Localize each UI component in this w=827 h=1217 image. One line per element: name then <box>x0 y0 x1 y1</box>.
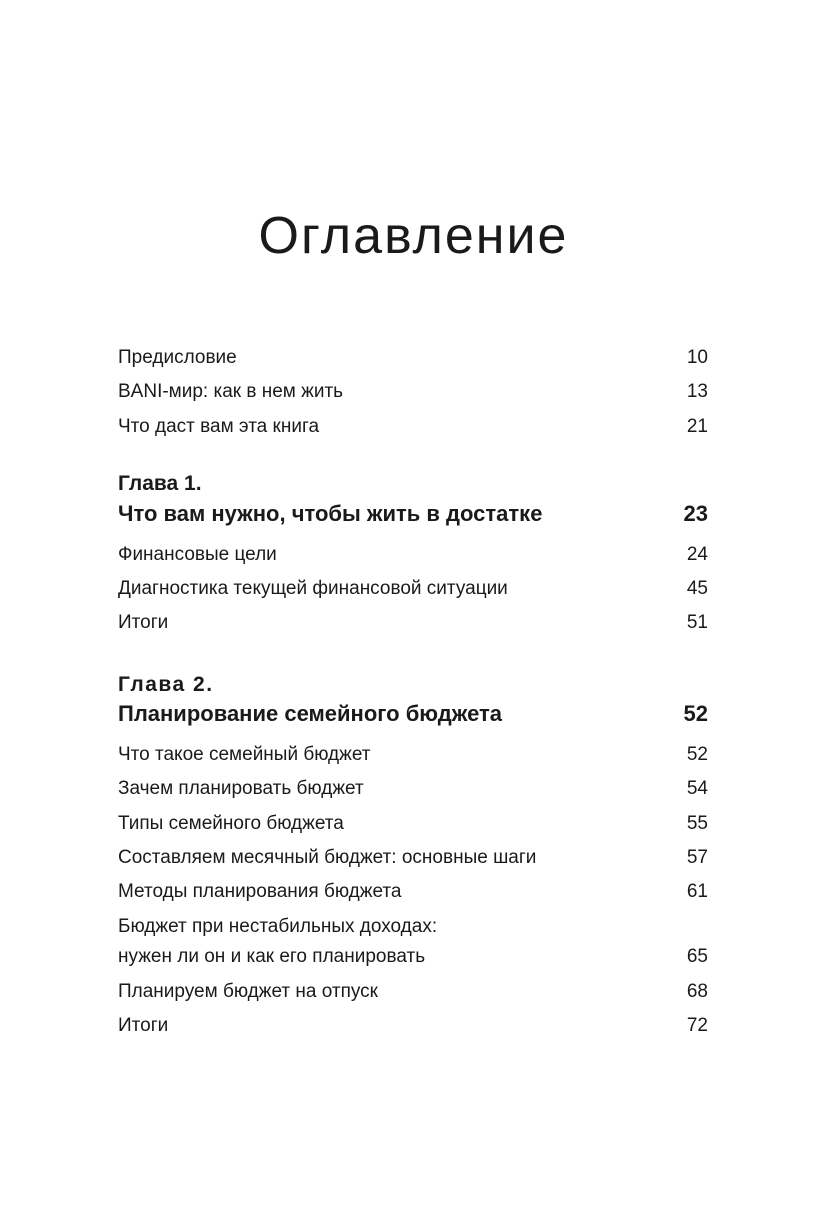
toc-entry-label: Итоги <box>118 1015 169 1036</box>
toc-entry-preface[interactable] <box>118 346 708 370</box>
chapter-1-heading: Глава 1. <box>118 472 202 495</box>
toc-entry-summary-1[interactable] <box>118 611 708 635</box>
toc-entry-label: Итоги <box>118 612 169 633</box>
toc-entry-page: 10 <box>686 347 708 368</box>
toc-entry-page: 24 <box>686 544 708 565</box>
toc-entry-financial-goals[interactable] <box>118 543 708 567</box>
toc-entry-page: 72 <box>686 1015 708 1036</box>
chapter-2-title-entry[interactable] <box>118 699 708 729</box>
toc-entry-page: 21 <box>686 416 708 437</box>
toc-entry-page: 52 <box>686 744 708 765</box>
toc-entry-vacation-budget[interactable] <box>118 980 708 1004</box>
toc-entry-page: 61 <box>686 881 708 902</box>
toc-entry-label: Зачем планировать бюджет <box>118 778 364 799</box>
toc-entry-label: нужен ли он и как его планировать <box>118 946 426 967</box>
toc-entry-why-plan[interactable] <box>118 777 708 801</box>
chapter-title-page: 23 <box>683 501 708 526</box>
toc-entry-label: Бюджет при нестабильных доходах: <box>118 916 438 937</box>
toc-entry-page: 57 <box>686 847 708 868</box>
toc-entry-what-is-budget[interactable] <box>118 743 708 767</box>
toc-entry-page: 45 <box>686 578 708 599</box>
toc-entry-monthly-budget[interactable] <box>118 846 708 870</box>
toc-entry-label: BANI-мир: как в нем жить <box>118 381 344 402</box>
toc-entry-label: Диагностика текущей финансовой ситуации <box>118 578 508 599</box>
toc-entry-diagnostics[interactable] <box>118 577 708 601</box>
chapter-title-label: Планирование семейного бюджета <box>118 701 503 726</box>
toc-entry-planning-methods[interactable] <box>118 880 708 904</box>
toc-entry-page: 13 <box>686 381 708 402</box>
toc-entry-label: Составляем месячный бюджет: основные шаги <box>118 847 537 868</box>
toc-entry-unstable-income-line1[interactable] <box>118 915 708 939</box>
toc-entry-page: 51 <box>686 612 708 633</box>
toc-entry-page: 65 <box>686 946 708 967</box>
toc-entry-label: Типы семейного бюджета <box>118 813 344 834</box>
toc-entry-budget-types[interactable] <box>118 812 708 836</box>
toc-entry-label: Что даст вам эта книга <box>118 416 320 437</box>
chapter-2-heading: Глава 2. <box>118 673 214 696</box>
toc-entry-unstable-income-line2[interactable] <box>118 945 708 969</box>
toc-entry-summary-2[interactable] <box>118 1014 708 1038</box>
chapter-title-label: Что вам нужно, чтобы жить в достатке <box>118 501 543 526</box>
chapter-title-page: 52 <box>683 701 708 726</box>
toc-entry-label: Что такое семейный бюджет <box>118 744 371 765</box>
toc-entry-label: Планируем бюджет на отпуск <box>118 981 378 1002</box>
chapter-1-title-entry[interactable] <box>118 499 708 529</box>
toc-entry-page: 55 <box>686 813 708 834</box>
toc-entry-page: 68 <box>686 981 708 1002</box>
page-title: Оглавление <box>258 206 569 265</box>
toc-entry-page: 54 <box>686 778 708 799</box>
toc-entry-bani-world[interactable] <box>118 380 708 404</box>
toc-entry-label: Предисловие <box>118 347 237 368</box>
toc-entry-label: Методы планирования бюджета <box>118 881 402 902</box>
toc-entry-label: Финансовые цели <box>118 544 277 565</box>
toc-entry-what-book-gives[interactable] <box>118 415 708 439</box>
